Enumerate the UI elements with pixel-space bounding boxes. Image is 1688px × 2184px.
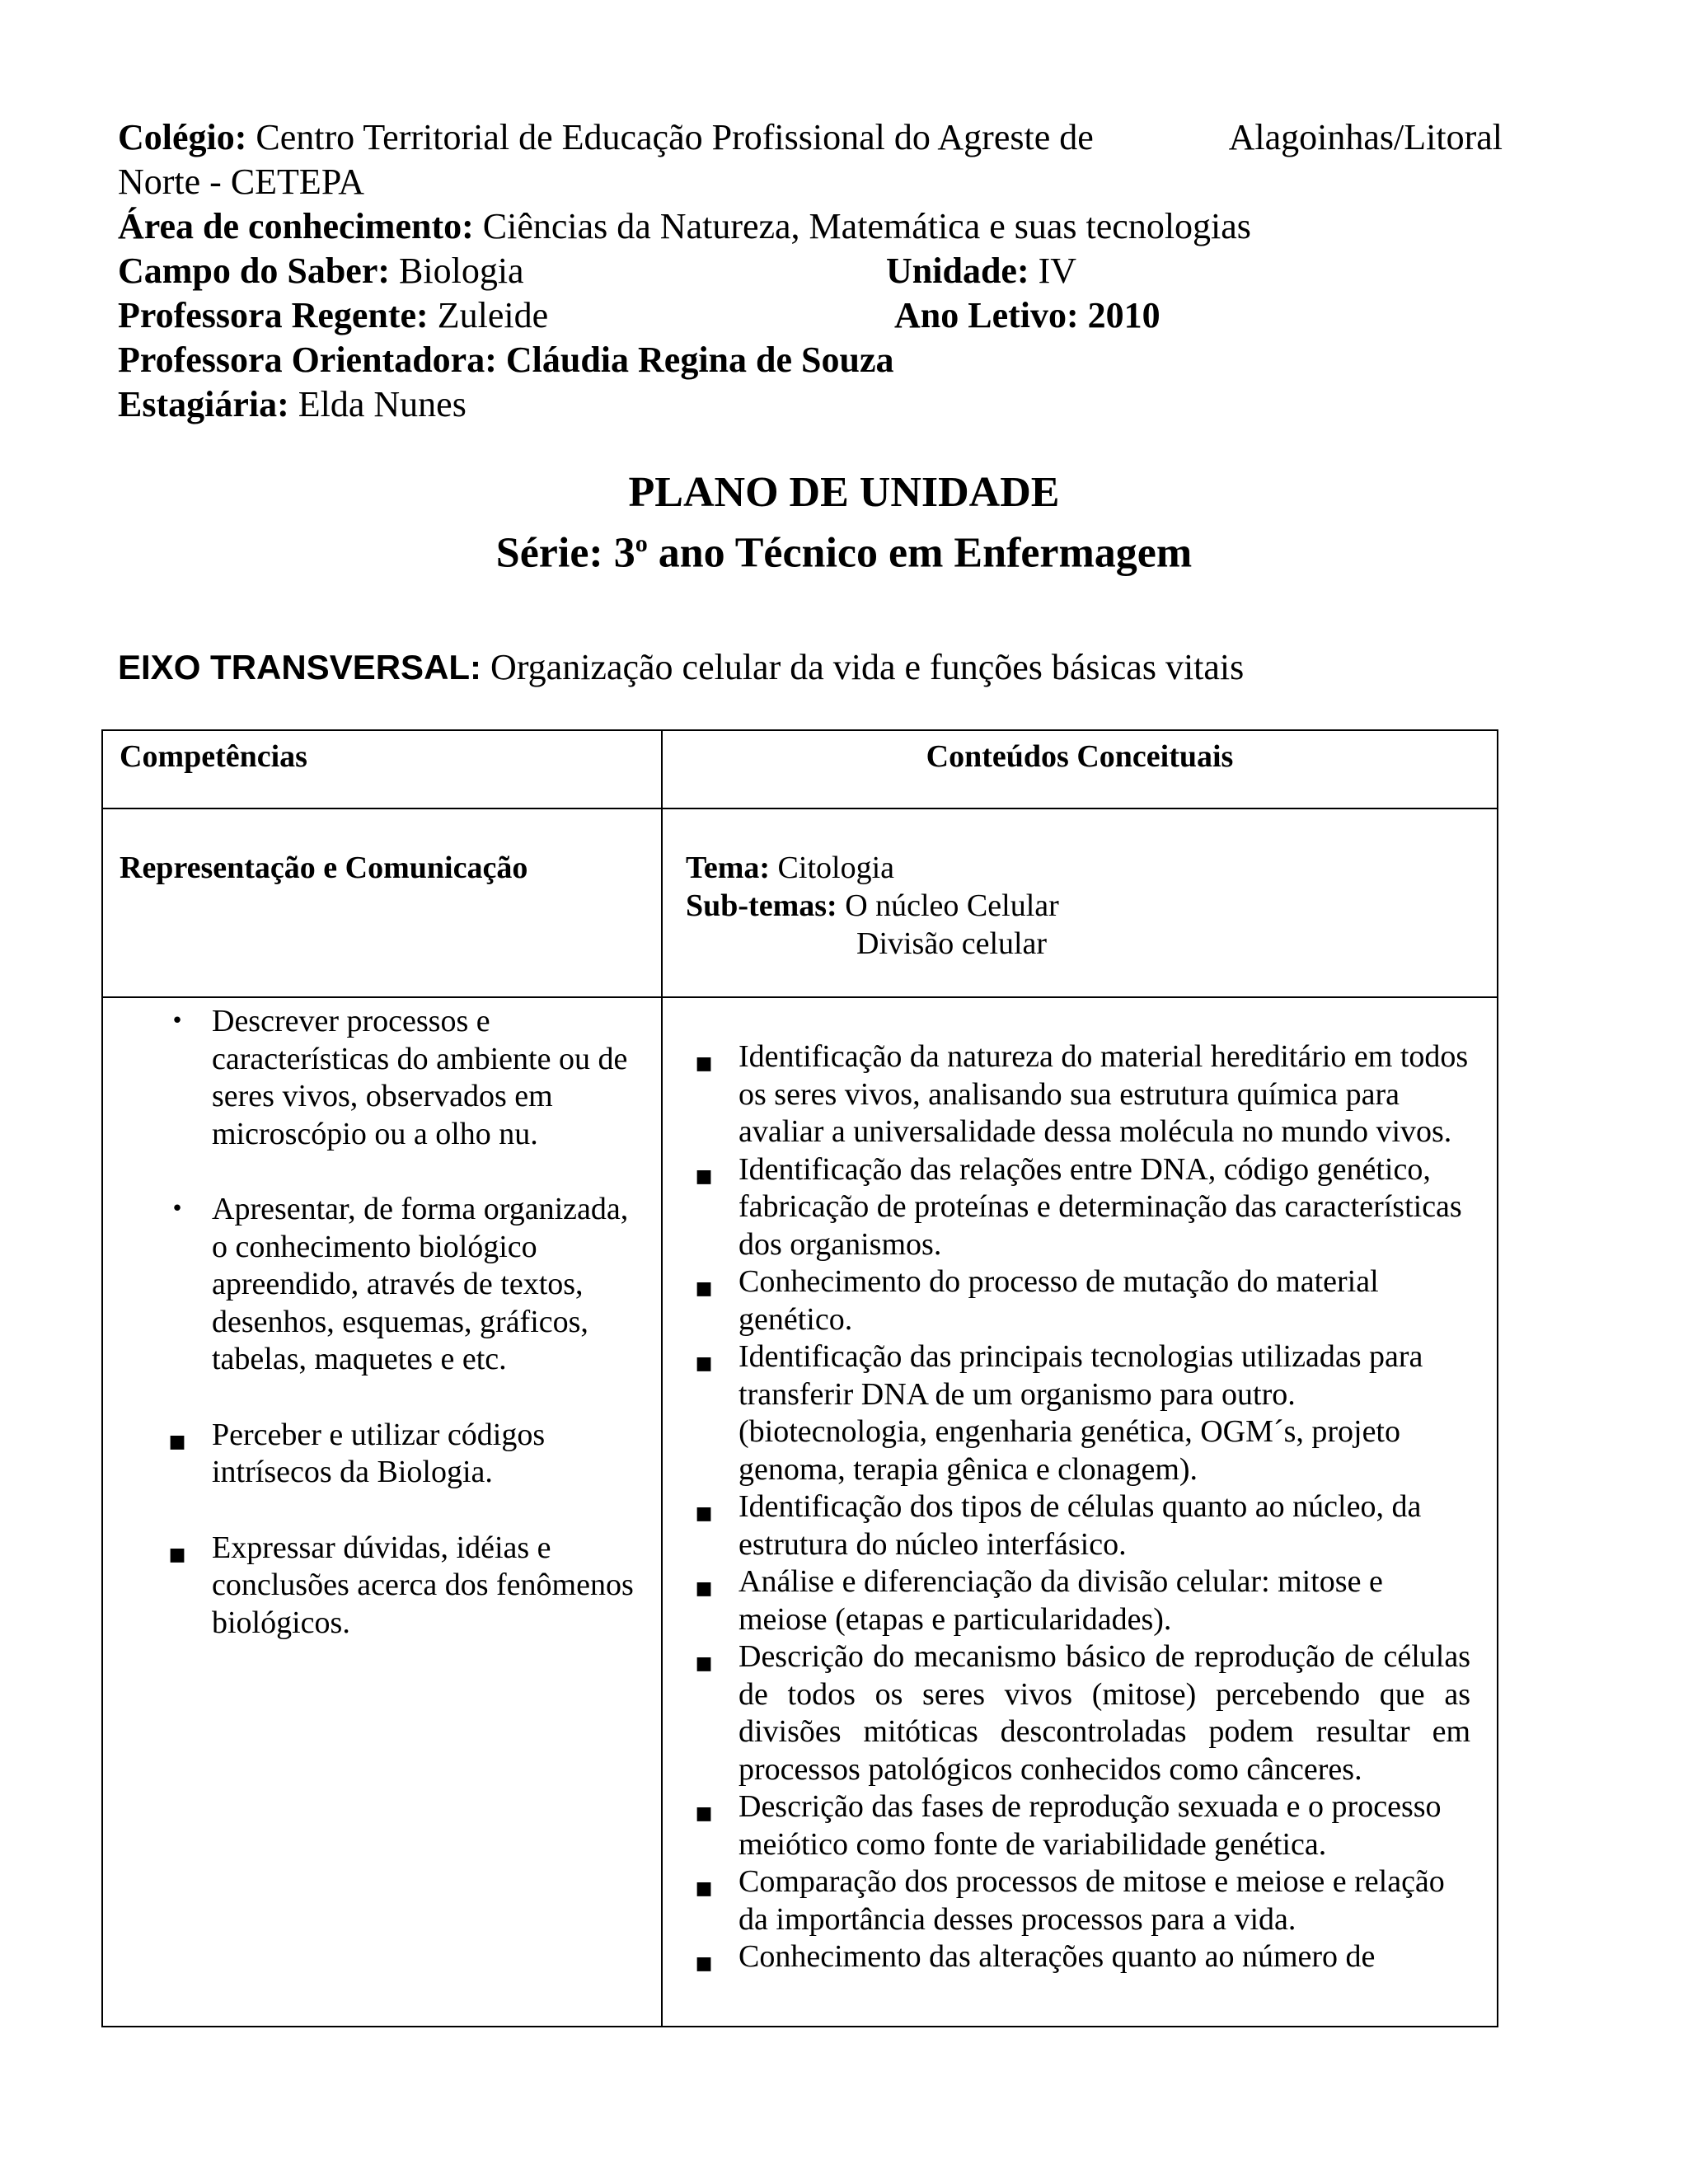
serie-title	[0, 518, 1688, 579]
list-item-text: Apresentar, de forma organizada, o conhecimento biológico apreendido, através de textos, desenhos, esquemas, gráficos, tabelas, maquetes e etc.	[212, 1192, 629, 1376]
serie-title-sup: o	[635, 530, 648, 557]
tema-value: Citologia	[777, 851, 894, 885]
estagiaria-value: Elda Nunes	[298, 384, 467, 424]
bullet-square-icon: ■	[695, 1803, 713, 1824]
list-item-text: Identificação da natureza do material hereditário em todos os seres vivos, analisando sua estrutura química para avaliar a universalidade dessa molécula no mundo vivos.	[738, 1039, 1469, 1149]
unit-plan-table	[101, 729, 1498, 2027]
bullet-dot-icon: •	[171, 1009, 184, 1033]
bullet-square-icon: ■	[168, 1544, 186, 1565]
topic-block	[686, 849, 1059, 963]
subtemas-line-2	[686, 925, 1059, 963]
plan-title: PLANO DE UNIDADE	[628, 469, 1060, 516]
list-item	[687, 1151, 1470, 1264]
bullet-square-icon: ■	[695, 1953, 713, 1974]
regente-label: Professora Regente:	[118, 295, 429, 335]
list-item	[161, 1417, 647, 1492]
list-item-text: Conhecimento das alterações quanto ao número de	[738, 1939, 1376, 1974]
list-item-text: Conhecimento do processo de mutação do material genético.	[738, 1264, 1379, 1337]
colegio-value-line2: Norte - CETEPA	[118, 162, 365, 202]
bullet-square-icon: ■	[695, 1165, 713, 1187]
area-label: Área de conhecimento:	[118, 206, 474, 246]
row-divider-header	[103, 808, 1497, 809]
list-item	[687, 1563, 1470, 1638]
area-value: Ciências da Natureza, Matemática e suas tecnologias	[482, 206, 1251, 246]
list-item-text: Expressar dúvidas, idéias e conclusões acerca dos fenômenos biológicos.	[212, 1530, 634, 1640]
campo-value: Biologia	[399, 251, 524, 291]
bullet-dot-icon: •	[171, 1197, 184, 1221]
bullet-square-icon: ■	[695, 1278, 713, 1299]
colegio-value-right: Alagoinhas/Litoral	[1228, 117, 1503, 157]
list-item-text: Descrição do mecanismo básico de reprodução de células de todos os seres vivos (mitose) percebendo que as divisões mitóticas descontroladas podem resultar em processos patológicos conhecidos como cânceres.	[738, 1639, 1470, 1787]
bullet-square-icon: ■	[695, 1578, 713, 1599]
tema-line	[686, 849, 1059, 887]
colegio-line	[118, 115, 1503, 160]
list-item-text: Perceber e utilizar códigos intrísecos da Biologia.	[212, 1417, 546, 1489]
estagiaria-label: Estagiária:	[118, 384, 289, 424]
orientadora-label: Professora Orientadora: Cláudia Regina de Souza	[118, 340, 894, 380]
subtemas-value-2: Divisão celular	[856, 926, 1048, 961]
subtemas-line	[686, 887, 1059, 925]
bullet-square-icon: ■	[695, 1353, 713, 1374]
ano-letivo: Ano Letivo: 2010	[894, 295, 1160, 335]
area-line	[118, 204, 1503, 249]
eixo-label: EIXO TRANSVERSAL:	[118, 648, 482, 687]
list-item	[687, 1263, 1470, 1338]
colegio-label: Colégio:	[118, 117, 247, 157]
list-item-text: Identificação das relações entre DNA, código genético, fabricação de proteínas e determinação das características dos organismos.	[738, 1151, 1462, 1262]
list-item-text: Descrever processos e características do ambiente ou de seres vivos, observados em microscópio ou a olho nu.	[212, 1004, 628, 1151]
colegio-value: Centro Territorial de Educação Profissional do Agreste de	[256, 117, 1094, 157]
list-item	[687, 1938, 1470, 1976]
colegio-line-2	[118, 160, 1503, 204]
regente-value: Zuleide	[437, 295, 549, 335]
estagiaria-line	[118, 382, 1503, 427]
serie-title-post: ano Técnico em Enfermagem	[647, 529, 1193, 577]
unidade-label: Unidade:	[886, 251, 1029, 291]
bullet-square-icon: ■	[695, 1878, 713, 1899]
eixo-transversal	[118, 646, 1244, 688]
row-divider-topics	[103, 996, 1497, 998]
list-item	[161, 1003, 647, 1153]
regente-line	[118, 293, 1503, 338]
subtemas-label: Sub-temas:	[686, 888, 837, 923]
list-item	[687, 1638, 1470, 1788]
bullet-square-icon: ■	[695, 1053, 713, 1074]
unidade-value: IV	[1038, 251, 1077, 291]
bullet-square-icon: ■	[168, 1431, 186, 1452]
competencias-list-cell	[161, 1003, 647, 1680]
competency-area: Representação e Comunicação	[120, 851, 528, 885]
serie-title-pre: Série: 3	[495, 529, 635, 577]
conteudos-list	[687, 1038, 1470, 1976]
list-item	[161, 1191, 647, 1379]
competencias-list	[161, 1003, 647, 1642]
list-item	[687, 1788, 1470, 1863]
list-item-text: Análise e diferenciação da divisão celular: mitose e meiose (etapas e particularidades).	[738, 1564, 1383, 1637]
orientadora-line	[118, 338, 1503, 382]
list-item-text: Identificação dos tipos de células quanto ao núcleo, da estrutura do núcleo interfásico.	[738, 1489, 1422, 1562]
campo-label: Campo do Saber:	[118, 251, 391, 291]
list-item-text: Identificação das principais tecnologias utilizadas para transferir DNA de um organismo para outro. (biotecnologia, engenharia genética, OGM´s, projeto genoma, terapia gênica e clonagem).	[738, 1339, 1423, 1487]
list-item	[687, 1488, 1470, 1563]
list-item-text: Comparação dos processos de mitose e meiose e relação da importância desses processos para a vida.	[738, 1864, 1445, 1937]
column-header-conteudos: Conteúdos Conceituais	[926, 739, 1234, 774]
list-item	[687, 1338, 1470, 1488]
list-item-text: Descrição das fases de reprodução sexuada e o processo meiótico como fonte de variabilidade genética.	[738, 1789, 1442, 1862]
eixo-value: Organização celular da vida e funções básicas vitais	[490, 647, 1245, 687]
campo-line	[118, 249, 1503, 293]
list-item	[687, 1863, 1470, 1938]
conteudos-list-cell	[687, 1038, 1470, 1976]
unidade-field	[886, 249, 1076, 293]
list-item	[687, 1038, 1470, 1151]
list-item	[161, 1530, 647, 1643]
document-header	[118, 115, 1503, 427]
bullet-square-icon: ■	[695, 1653, 713, 1674]
bullet-square-icon: ■	[695, 1503, 713, 1524]
column-header-competencias: Competências	[120, 739, 307, 774]
tema-label: Tema:	[686, 851, 771, 885]
column-divider	[661, 731, 663, 2026]
subtemas-value-1: O núcleo Celular	[845, 888, 1059, 923]
